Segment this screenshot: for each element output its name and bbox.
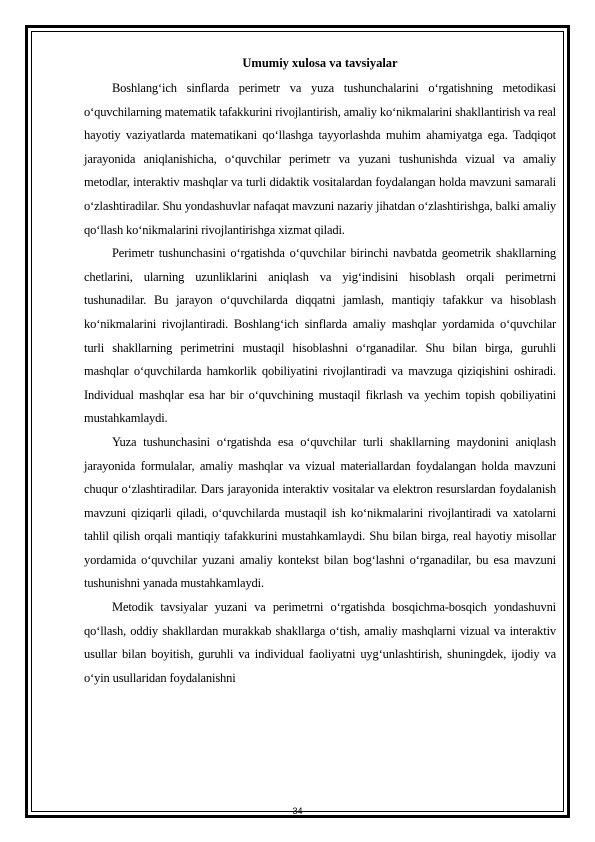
section-title: Umumiy xulosa va tavsiyalar xyxy=(242,56,398,70)
paragraph-2: Perimetr tushunchasini o‘rgatishda o‘quvchilar birinchi navbatda geometrik shakllarning chetlarini, ularning uzunliklarini aniqlash va yig‘indisini hisoblash orqali perimetrni tushunadilar. Bu jarayon o‘quvchilarda diqqatni jamlash, mantiqiy tafakkur va hisoblash ko‘nikmalarini rivojlantiradi. Boshlang‘ich sinflarda amaliy mashqlar yordamida o‘quvchilar turli shakllarning perimetrini mustaqil hisoblashni o‘rganadilar. Shu bilan birga, guruhli mashqlar o‘quvchilarda hamkorlik qobiliyatini rivojlantiradi va mavzuga qiziqishini oshiradi. Individual mashqlar esa har bir o‘quvchining mustaqil fikrlash va yechim topish qobiliyatini mustahkamlaydi. xyxy=(84,246,556,426)
document-body xyxy=(84,55,556,690)
paragraph-1: Boshlang‘ich sinflarda perimetr va yuza tushunchalarini o‘rgatishning metodikasi o‘quvchilarning matematik tafakkurini rivojlantirish, amaliy ko‘nikmalarini shakllantirish va real hayotiy vaziyatlarda matematikani qo‘llashga tayyorlashda muhim ahamiyatga ega. Tadqiqot jarayonida aniqlanishicha, o‘quvchilar perimetr va yuzani tushunishda vizual va amaliy metodlar, interaktiv mashqlar va turli didaktik vositalardan foydalangan holda mavzuni samarali o‘zlashtiradilar. Shu yondashuvlar nafaqat mavzuni nazariy jihatdan o‘zlashtirishga, balki amaliy qo‘llash ko‘nikmalarini rivojlantirishga xizmat qiladi. xyxy=(84,81,556,237)
page-number: 34 xyxy=(292,806,303,816)
paragraph-3: Yuza tushunchasini o‘rgatishda esa o‘quvchilar turli shakllarning maydonini aniqlash jarayonida formulalar, amaliy mashqlar va vizual materiallardan foydalangan holda mavzuni chuqur o‘zlashtiradilar. Dars jarayonida interaktiv vositalar va elektron resurslardan foydalanish mavzuni qiziqarli qiladi, o‘quvchilarda mustaqil ish ko‘nikmalarini rivojlantiradi va xatolarni tahlil qilish orqali mantiqiy tafakkurini mustahkamlaydi. Shu bilan birga, real hayotiy misollar yordamida o‘quvchilar yuzani amaliy kontekst bilan bog‘lashni o‘rganadilar, bu esa mavzuni tushunishni yanada mustahkamlaydi. xyxy=(84,434,556,591)
paragraph-4: Metodik tavsiyalar yuzani va perimetrni o‘rgatishda bosqichma-bosqich yondashuvni qo‘llash, oddiy shakllardan murakkab shakllarga o‘tish, amaliy mashqlarni vizual va interaktiv usullar bilan boyitish, guruhli va individual faoliyatni uyg‘unlashtirish, shuningdek, ijodiy va o‘yin usullaridan foydalanishni xyxy=(84,600,556,685)
